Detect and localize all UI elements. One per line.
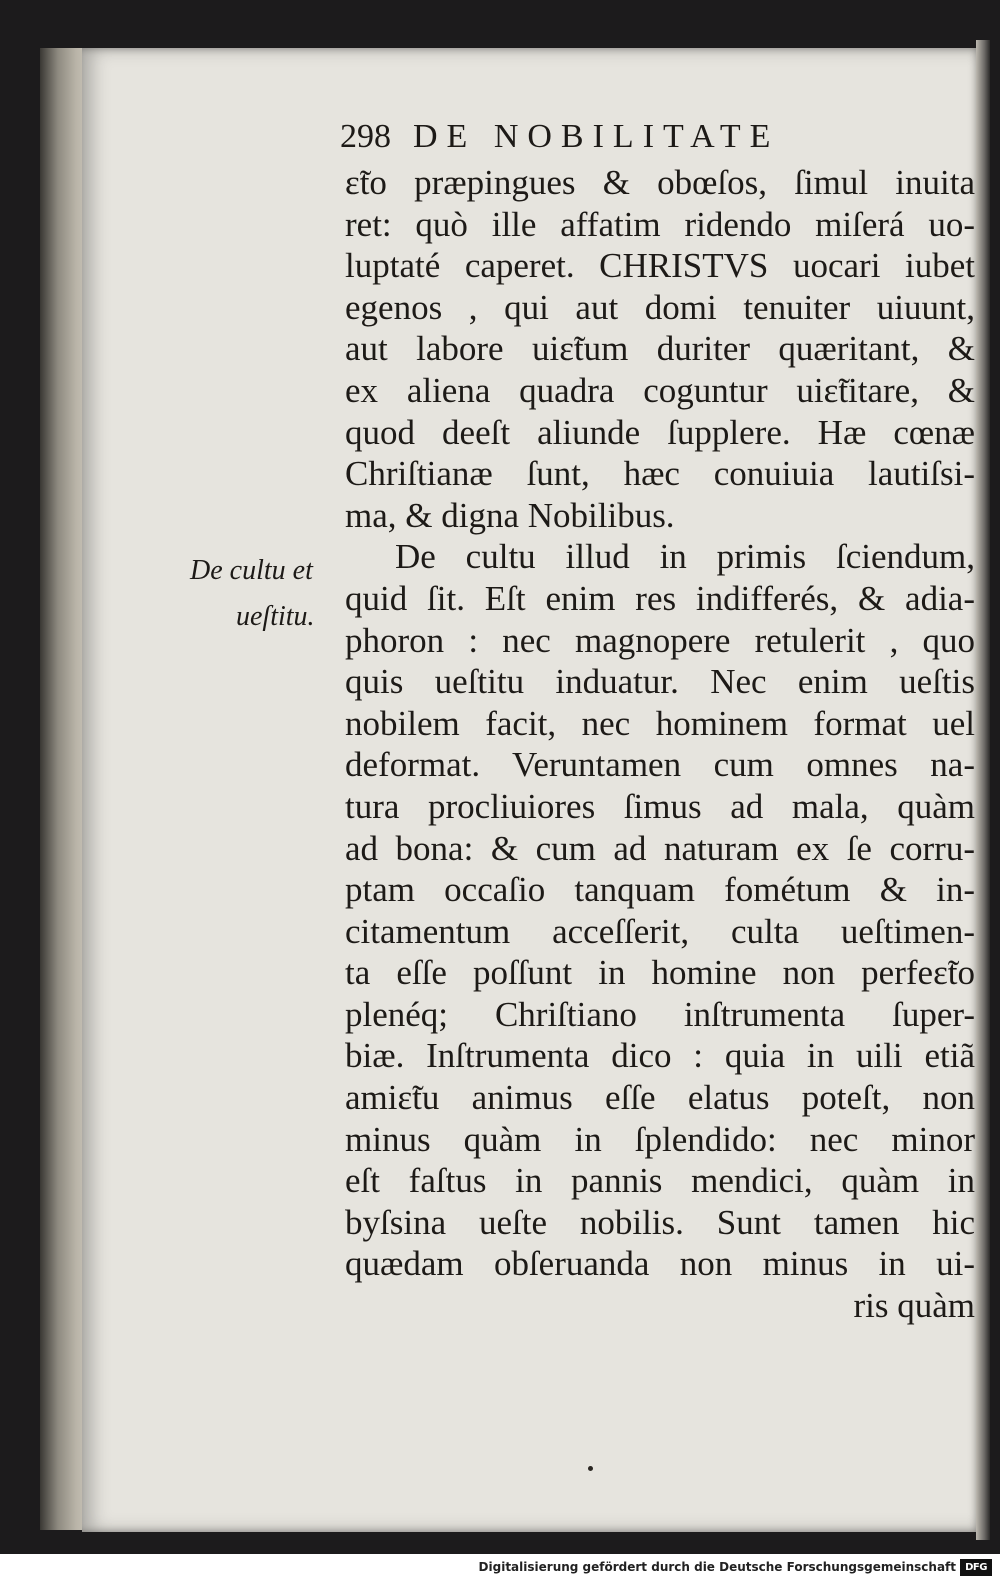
text-line: amiɛ̃tu animus eſſe elatus poteſt, non [345, 1078, 975, 1118]
text-line: quid ſit. Eſt enim res indifferés, & adia- [345, 578, 975, 618]
text-line: ret: quò ille affatim ridendo miſerá uo- [345, 204, 975, 244]
text-line: biæ. Inſtrumenta dico : quia in uili etiã [345, 1036, 975, 1076]
running-header [340, 118, 900, 158]
page-right-edge [976, 40, 990, 1540]
text-line: byſsina ueſte nobilis. Sunt tamen hic [345, 1202, 975, 1242]
text-line: citamentum acceſſerit, culta ueſtimen- [345, 911, 975, 951]
text-line: minus quàm in ſplendido: nec minor [345, 1119, 975, 1159]
text-line: ad bona: & cum ad naturam ex ſe corru- [345, 828, 975, 868]
text-line: aut labore uiɛ̃tum duriter quæritant, & [345, 329, 975, 369]
text-line: quædam obſeruanda non minus in ui- [345, 1244, 975, 1284]
text-line: egenos , qui aut domi tenuiter uiuunt, [345, 287, 975, 327]
body-text [345, 162, 975, 1327]
footer-bar [0, 1554, 1000, 1584]
text-line: quis ueſtitu induatur. Nec enim ueſtis [345, 662, 975, 702]
text-line: quod deeſt aliunde ſupplere. Hæ cœnæ [345, 412, 975, 452]
funding-credit: Digitalisierung gefördert durch die Deutsche Forschungsgemeinschaft [478, 1560, 956, 1574]
text-line: De cultu illud in primis ſciendum, [395, 537, 975, 577]
margin-note [190, 548, 350, 640]
text-line: ma, & digna Nobilibus. [345, 495, 675, 535]
text-line: luptaté caperet. CHRISTVS uocari iubet [345, 246, 975, 286]
text-line: ex aliena quadra coguntur uiɛ̃titare, & [345, 370, 975, 410]
text-line: deformat. Veruntamen cum omnes na- [345, 745, 975, 785]
text-line: tura procliuiores ſimus ad mala, quàm [345, 786, 975, 826]
running-head-title: DE NOBILITATE [413, 118, 780, 155]
text-line: eſt faſtus in pannis mendici, quàm in [345, 1161, 975, 1201]
page-number: 298 [340, 118, 391, 155]
text-line: Chriſtianæ ſunt, hæc conuiuia lautiſsi- [345, 454, 975, 494]
margin-note-line: ueſtitu. [236, 601, 315, 632]
catchword-line: ris quàm [853, 1286, 975, 1326]
dfg-logo-icon: DFG [960, 1559, 992, 1576]
text-line: nobilem facit, nec hominem format uel [345, 703, 975, 743]
margin-note-line: De cultu et [190, 555, 313, 586]
ink-dot [588, 1466, 593, 1471]
text-line: ta eſſe poſſunt in homine non perfeɛ̃to [345, 953, 975, 993]
text-line: plenéq; Chriſtiano inſtrumenta ſuper- [345, 994, 975, 1034]
text-line: phoron : nec magnopere retulerit , quo [345, 620, 975, 660]
text-line: ptam occaſio tanquam fométum & in- [345, 870, 975, 910]
text-line: ɛ̃to præpingues & obœſos, ſimul inuita [345, 163, 975, 202]
